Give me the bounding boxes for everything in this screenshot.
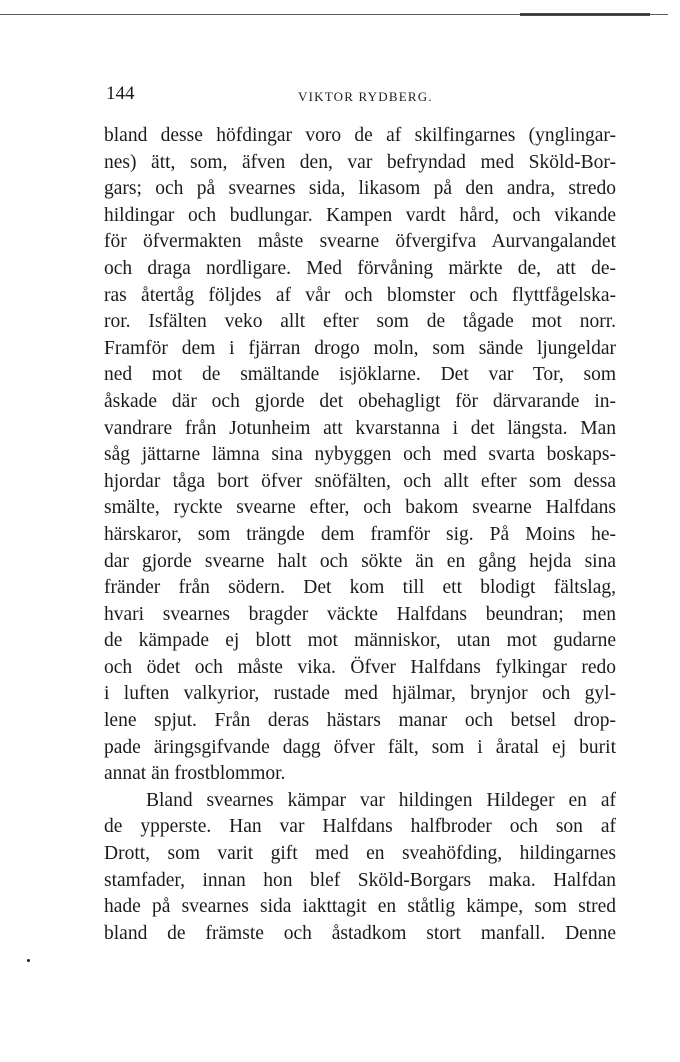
text-line: gars; och på svearnes sida, likasom på den andra, stredo	[104, 178, 616, 200]
text-line: hjordar tåga bort öfver snöfälten, och allt efter som dessa	[104, 470, 616, 492]
text-line: och ödet och måste vika. Öfver Halfdans fylkingar redo	[104, 656, 616, 678]
page-number: 144	[106, 83, 135, 104]
text-line: dar gjorde svearne halt och sökte än en gång hejda sina	[104, 550, 616, 572]
text-line: härskaror, som trängde dem framför sig. På Moins he-	[104, 523, 616, 545]
text-line: fränder från södern. Det kom till ett blodigt fältslag,	[104, 577, 616, 599]
text-line: åskade där och gjorde det obehagligt för därvarande in-	[104, 390, 616, 412]
text-line: hvari svearnes bragder väckte Halfdans beundran; men	[104, 603, 616, 625]
text-line: lene spjut. Från deras hästars manar och betsel drop-	[104, 710, 616, 732]
top-rule-ink-smudge	[520, 13, 650, 16]
text-line: ror. Isfälten veko allt efter som de tågade mot norr.	[104, 311, 616, 333]
text-line: ras återtåg följdes af vår och blomster och flyttfågelska-	[104, 284, 616, 306]
text-line: pade äringsgifvande dagg öfver fält, som i åratal ej burit	[104, 736, 616, 758]
text-line: hildingar och budlungar. Kampen vardt hård, och vikande	[104, 204, 616, 226]
running-head: VIKTOR RYDBERG.	[298, 89, 433, 104]
text-line: Framför dem i fjärran drogo moln, som sände ljungeldar	[104, 337, 616, 359]
text-line: i luften valkyrior, rustade med hjälmar, brynjor och gyl-	[104, 683, 616, 705]
text-line: annat än frostblommor.	[104, 763, 286, 785]
text-line: stamfader, innan hon blef Sköld-Borgars maka. Halfdan	[104, 869, 616, 891]
text-line: hade på svearnes sida iakttagit en ståtlig kämpe, som stred	[104, 896, 616, 918]
text-line: smälte, ryckte svearne efter, och bakom svearne Halfdans	[104, 497, 616, 519]
text-line: ned mot de smältande isjöklarne. Det var Tor, som	[104, 364, 616, 386]
text-line: de kämpade ej blott mot människor, utan mot gudarne	[104, 630, 616, 652]
text-line: Bland svearnes kämpar var hildingen Hildeger en af	[146, 789, 616, 811]
paper-speck	[27, 959, 30, 962]
text-line: de ypperste. Han var Halfdans halfbroder och son af	[104, 816, 616, 838]
text-line: Drott, som varit gift med en sveahöfding, hildingarnes	[104, 843, 616, 865]
text-line: nes) ätt, som, äfven den, var befryndad med Sköld-Bor-	[104, 151, 616, 173]
text-line: bland de främste och åstadkom stort manfall. Denne	[104, 922, 616, 944]
text-line: för öfvermakten måste svearne öfvergifva Aurvangalandet	[104, 231, 616, 253]
paragraph-1	[104, 123, 616, 788]
body-text	[104, 123, 616, 947]
text-line: och draga nordligare. Med förvåning märkte de, att de-	[104, 257, 616, 279]
text-line: såg jättarne lämna sina nybyggen och med svarta boskaps-	[104, 444, 616, 466]
paragraph-2	[104, 788, 616, 948]
text-line: bland desse höfdingar voro de af skilfingarnes (ynglingar-	[104, 125, 616, 146]
text-line: vandrare från Jotunheim att kvarstanna i det längsta. Man	[104, 417, 616, 439]
